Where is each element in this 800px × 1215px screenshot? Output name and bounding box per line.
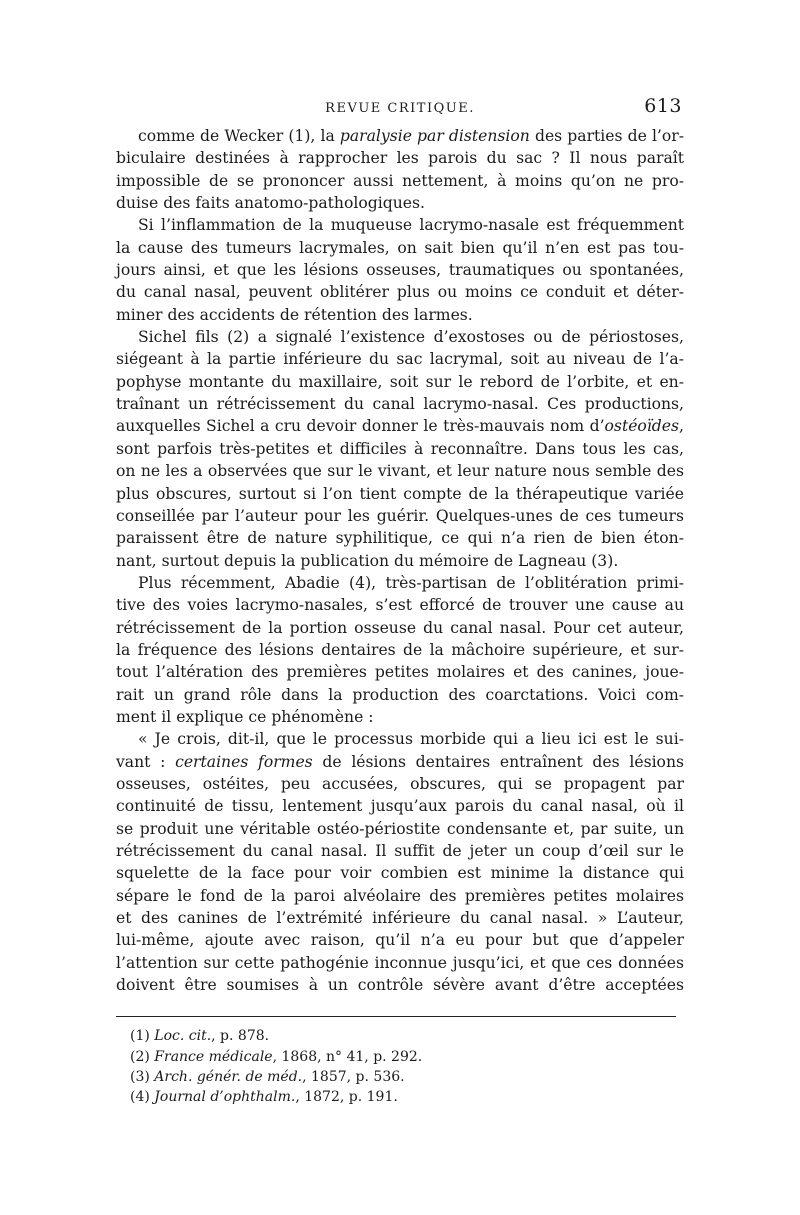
- footnote-divider: [116, 1016, 676, 1017]
- paragraph: [116, 326, 684, 572]
- text-line: miner des accidents de rétention des larmes.: [116, 305, 473, 324]
- paragraph: [116, 214, 684, 326]
- text-line: « Je crois, dit-il, que le processus morbide qui a lieu ici est le sui-: [138, 730, 684, 749]
- text-line: squelette de la face pour voir combien est minime la distance qui: [116, 864, 684, 883]
- text-line: continuité de tissu, lentement jusqu’aux parois du canal nasal, où il: [116, 797, 684, 816]
- text-line: sont parfois très-petites et difficiles à reconnaître. Dans tous les cas,: [116, 439, 684, 458]
- text-line: comme de Wecker (1), la paralysie par distension des parties de l’or-: [138, 127, 684, 145]
- paragraph: [116, 572, 684, 728]
- text-line: rétrécissement de la portion osseuse du canal nasal. Pour cet auteur,: [116, 618, 684, 637]
- text-line: conseillée par l’auteur pour les guérir. Quelques-unes de ces tumeurs: [116, 506, 684, 525]
- text-line: siégeant à la partie inférieure du sac lacrymal, soit au niveau de l’a-: [116, 350, 684, 369]
- text-line: rétrécissement du canal nasal. Il suffit de jeter un coup d’œil sur le: [116, 842, 684, 860]
- running-title: REVUE CRITIQUE.: [325, 101, 475, 116]
- text-line: ment il explique ce phénomène :: [116, 707, 374, 726]
- paragraph: [116, 125, 684, 214]
- text-line: pophyse montante du maxillaire, soit sur le rebord de l’orbite, et en-: [116, 372, 684, 391]
- text-line: on ne les a observées que sur le vivant, et leur nature nous semble des: [116, 462, 684, 481]
- text-line: traînant un rétrécissement du canal lacrymo-nasal. Ces productions,: [116, 395, 684, 414]
- text-line: impossible de se prononcer aussi nettement, à moins qu’on ne pro-: [116, 171, 684, 190]
- text-line: nant, surtout depuis la publication du mémoire de Lagneau (3).: [116, 551, 619, 570]
- paragraph: [116, 728, 684, 996]
- text-line: lui-même, ajoute avec raison, qu’il n’a eu pour but que d’appeler: [116, 931, 684, 950]
- text-line: Sichel fils (2) a signalé l’existence d’exostoses ou de périostoses,: [138, 328, 684, 347]
- footnote: (4) Journal d’ophthalm., 1872, p. 191.: [130, 1089, 398, 1106]
- text-line: biculaire destinées à rapprocher les parois du sac ? Il nous paraît: [116, 149, 684, 168]
- body-text: [116, 125, 684, 996]
- text-line: Si l’inflammation de la muqueuse lacrymo-nasale est fréquemment: [138, 216, 684, 235]
- text-line: osseuses, ostéites, peu accusées, obscures, qui se propagent par: [116, 774, 684, 793]
- text-line: du canal nasal, peuvent oblitérer plus ou moins ce conduit et déter-: [116, 283, 684, 302]
- text-line: plus obscures, surtout si l’on tient compte de la thérapeutique variée: [116, 484, 684, 503]
- footnotes: [116, 1026, 684, 1107]
- footnote: (2) France médicale, 1868, n° 41, p. 292.: [130, 1048, 423, 1065]
- text-line: la cause des tumeurs lacrymales, on sait bien qu’il n’en est pas tou-: [116, 238, 684, 257]
- text-line: sépare le fond de la paroi alvéolaire des premières petites molaires: [116, 886, 684, 905]
- text-line: vant : certaines formes de lésions dentaires entraînent des lésions: [116, 752, 684, 771]
- footnote: (3) Arch. génér. de méd., 1857, p. 536.: [130, 1068, 405, 1085]
- running-head: [116, 95, 684, 125]
- text-line: doivent être soumises à un contrôle sévère avant d’être acceptées: [116, 976, 684, 995]
- footnote: (1) Loc. cit., p. 878.: [130, 1028, 270, 1045]
- text-line: duise des faits anatomo-pathologiques.: [116, 194, 425, 213]
- text-line: tout l’altération des premières petites molaires et des canines, joue-: [116, 663, 684, 682]
- text-line: jours ainsi, et que les lésions osseuses, traumatiques ou spontanées,: [116, 261, 684, 280]
- page-number: 613: [644, 95, 682, 117]
- text-line: l’attention sur cette pathogénie inconnue jusqu’ici, et que ces données: [116, 953, 684, 972]
- text-line: et des canines de l’extrémité inférieure du canal nasal. » L’auteur,: [116, 909, 684, 928]
- text-line: rait un grand rôle dans la production des coarctations. Voici com-: [116, 685, 684, 704]
- page: [116, 95, 684, 1107]
- text-line: tive des voies lacrymo-nasales, s’est efforcé de trouver une cause au: [116, 596, 684, 615]
- text-line: se produit une véritable ostéo-périostite condensante et, par suite, un: [116, 819, 684, 838]
- text-line: paraissent être de nature syphilitique, ce qui n’a rien de bien éton-: [116, 529, 684, 548]
- text-line: Plus récemment, Abadie (4), très-partisan de l’oblitération primi-: [138, 573, 684, 592]
- text-line: auxquelles Sichel a cru devoir donner le très-mauvais nom d’ostéoïdes,: [116, 417, 684, 436]
- text-line: la fréquence des lésions dentaires de la mâchoire supérieure, et sur-: [116, 640, 684, 659]
